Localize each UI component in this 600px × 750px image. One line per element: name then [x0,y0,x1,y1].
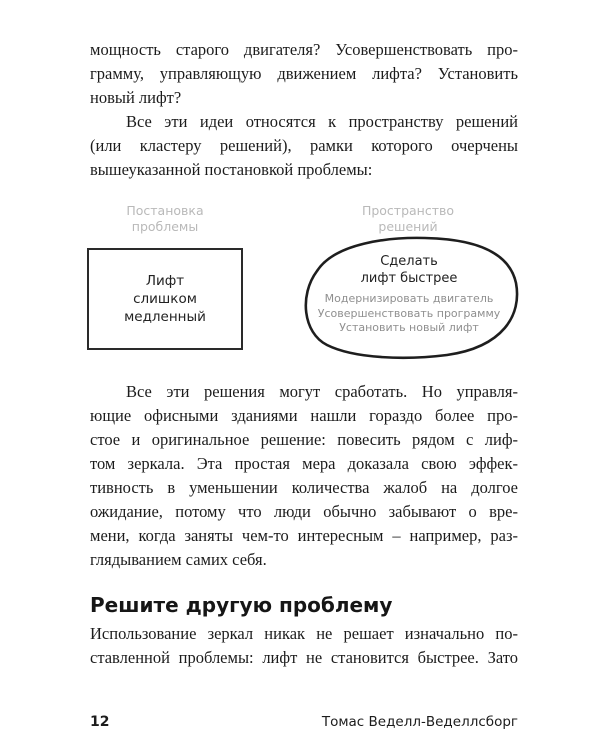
problem-solution-diagram [0,195,600,365]
paragraph-4 [90,622,518,670]
text-line: мени, когда заняты чем-то интересным – например, раз- [90,526,518,545]
solution-item: Усовершенствовать программу [317,306,501,320]
text-line: ставленной проблемы: лифт не становится быстрее. Зато [90,648,518,667]
text-line: стое и оригинальное решение: повесить рядом с лиф- [90,430,518,449]
text-line: том зеркала. Эта простая мера доказала свою эффек- [90,454,518,473]
solution-item: Установить новый лифт [339,321,479,334]
solution-space-label [338,203,478,235]
text-line: тивность в уменьшении количества жалоб на долгое [90,478,518,497]
text-line: ожидание, потому что люди обычно забывают о вре- [90,502,518,521]
paragraph-3 [90,380,518,572]
label-line: Пространство [361,203,455,218]
problem-box [87,248,243,350]
text-line: ющие офисными зданиями нашли гораздо более про- [90,406,518,425]
section-heading: Решите другую проблему [90,593,393,617]
text-line: Использование зеркал никак не решает изначально по- [90,624,518,643]
text-line: вышеуказанной постановкой проблемы: [90,160,373,179]
solution-title [300,253,518,287]
paragraph-1 [90,38,518,110]
label-line: проблемы [131,219,199,234]
page-number: 12 [90,714,110,730]
text-line: новый лифт? [90,88,182,107]
text-line: грамму, управляющую движением лифта? Установить [90,64,518,83]
solution-items [300,292,518,336]
box-line: слишком [133,291,197,307]
text-line: (или кластеру решений), рамки которого очерчены [90,136,518,155]
label-line: Постановка [126,203,204,218]
text-line: Все эти идеи относятся к пространству решений [126,112,518,131]
text-line: мощность старого двигателя? Усовершенствовать про- [90,40,518,59]
box-line: Лифт [145,273,185,289]
title-line: Сделать [380,254,438,269]
box-line: медленный [124,309,206,325]
solution-item: Модернизировать двигатель [324,292,494,305]
text-line: Все эти решения могут сработать. Но управля- [126,382,518,401]
paragraph-2 [90,110,518,182]
title-line: лифт быстрее [360,271,458,286]
author-running-footer: Томас Веделл-Веделлсборг [321,714,518,730]
label-line: решений [378,219,438,234]
text-line: глядыванием самих себя. [90,550,267,569]
problem-label [95,203,235,235]
